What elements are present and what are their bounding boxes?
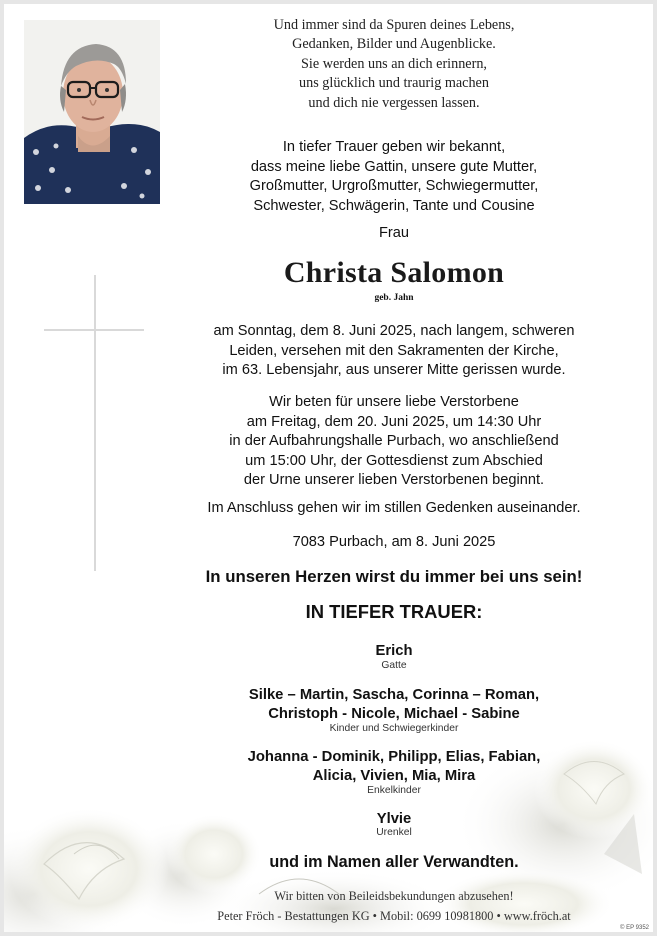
closing-line: und im Namen aller Verwandten. [269,853,519,871]
intro-line: Schwester, Schwägerin, Tante und Cousine [253,197,535,214]
funeral-line: am Freitag, dem 20. Juni 2025, um 14:30 Uhr [246,413,542,430]
mourner-line: Silke – Martin, Sascha, Corinna – Roman, [248,687,540,703]
announcement-intro [184,138,604,216]
funeral-home-footer: Peter Fröch - Bestattungen KG • Mobil: 0699 10981800 • www.fröch.at [217,909,571,923]
mourner-line: Alicia, Vivien, Mia, Mira [312,768,476,784]
print-code: © EP 9352 [620,925,649,931]
mourner-relation: Enkelkinder [367,785,421,796]
mourner-names [134,748,653,786]
funeral-line: Wir beten für unsere liebe Verstorbene [269,394,519,410]
intro-line: dass meine liebe Gattin, unsere gute Mutter, [250,158,538,175]
cross-vertical [94,275,96,571]
funeral-line: in der Aufbahrungshalle Purbach, wo anschließend [229,433,559,450]
intro-line: Großmutter, Urgroßmutter, Schwiegermutter, [249,178,539,195]
intro-line: In tiefer Trauer geben wir bekannt, [282,139,506,155]
cross-horizontal [44,329,144,331]
mourner-names [134,686,653,724]
portrait-photo [24,20,160,204]
mourner-names: Ylvie [376,811,412,827]
death-notice-line: am Sonntag, dem 8. Juni 2025, nach langem, schweren [213,323,575,339]
mourner-relation: Kinder und Schwiegerkinder [329,723,459,734]
farewell-text: Im Anschluss gehen wir im stillen Gedenken auseinander. [207,500,581,516]
mourner-names: Erich [375,643,413,659]
poem-line: uns glücklich und traurig machen [299,75,489,92]
funeral-line: um 15:00 Uhr, der Gottesdienst zum Abschied [245,452,543,469]
poem-line: Gedanken, Bilder und Augenblicke. [292,36,496,53]
poem-line: und dich nie vergessen lassen. [308,94,480,111]
funeral-line: der Urne unserer lieben Verstorbenen beginnt. [243,472,545,489]
obituary-sheet [4,4,653,932]
poem-line: Und immer sind da Spuren deines Lebens, [273,17,515,33]
poem [204,16,584,113]
maiden-name: geb. Jahn [374,293,414,303]
condolence-note: Wir bitten von Beileidsbekundungen abzusehen! [274,889,514,903]
death-notice [154,322,634,381]
mourner-line: Johanna - Dominik, Philipp, Elias, Fabian, [247,749,541,765]
mourner-line: Christoph - Nicole, Michael - Sabine [268,706,520,722]
memorial-slogan: In unseren Herzen wirst du immer bei uns sein! [205,567,583,586]
mourner-relation: Gatte [381,660,407,671]
funeral-details [154,393,634,491]
mourner-relation: Urenkel [376,827,412,838]
poem-line: Sie werden uns an dich erinnern, [301,55,487,72]
death-notice-line: Leiden, versehen mit den Sakramenten der Kirche, [229,342,559,359]
mourning-heading: IN TIEFER TRAUER: [305,601,483,622]
death-notice-line: im 63. Lebensjahr, aus unserer Mitte gerissen wurde. [222,362,566,379]
place-date: 7083 Purbach, am 8. Juni 2025 [292,534,496,550]
deceased-name: Christa Salomon [283,256,505,289]
salutation: Frau [378,225,409,241]
